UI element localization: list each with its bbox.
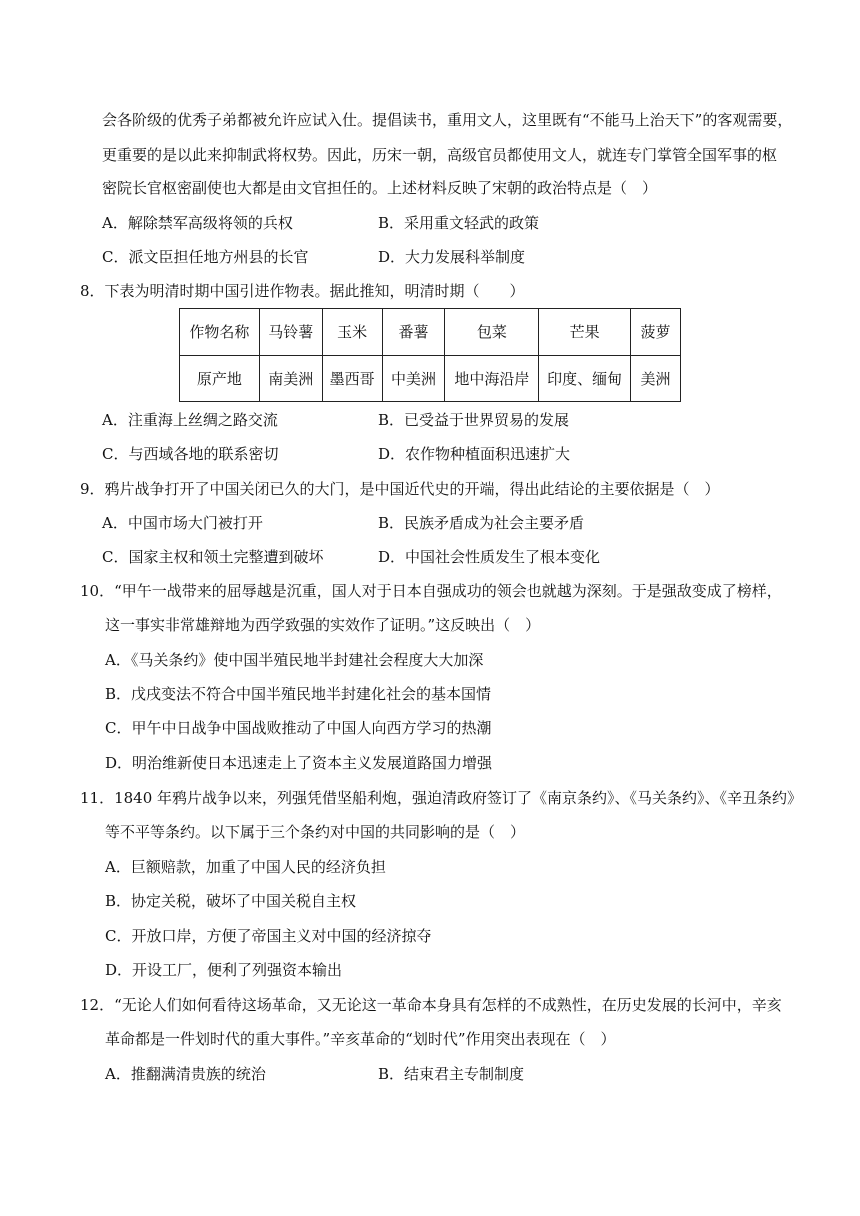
table-cell: 马铃薯 — [259, 309, 322, 356]
q11-option-b[interactable]: B．协定关税，破坏了中国关税自主权 — [105, 892, 357, 910]
crop-table-row-origins — [180, 355, 681, 402]
q10-option-c[interactable]: C．甲午中日战争中国战败推动了中国人向西方学习的热潮 — [105, 719, 492, 737]
q12-line-2: 革命都是一件划时代的重大事件。”辛亥革命的“划时代”作用突出表现在（ ） — [105, 1030, 616, 1048]
q11-option-d[interactable]: D．开设工厂，便利了列强资本输出 — [105, 961, 343, 979]
q7-option-c[interactable]: C．派文臣担任地方州县的长官 — [102, 248, 309, 266]
table-cell: 地中海沿岸 — [445, 355, 539, 402]
crop-table-row-names — [180, 309, 681, 356]
q12-option-a[interactable]: A．推翻满清贵族的统治 — [105, 1065, 266, 1083]
q7-option-b[interactable]: B．采用重文轻武的政策 — [378, 214, 540, 232]
q10-line-2: 这一事实非常雄辩地为西学致强的实效作了证明。”这反映出（ ） — [105, 616, 541, 634]
q8-option-d[interactable]: D．农作物种植面积迅速扩大 — [378, 445, 571, 463]
q12-option-b[interactable]: B．结束君主专制制度 — [378, 1065, 525, 1083]
q8-stem: 8．下表为明清时期中国引进作物表。据此推知，明清时期（ ） — [80, 282, 525, 300]
q9-option-c[interactable]: C．国家主权和领土完整遭到破坏 — [102, 548, 324, 566]
table-cell: 印度、缅甸 — [539, 355, 631, 402]
table-cell: 包菜 — [445, 309, 539, 356]
q11-line-2: 等不平等条约。以下属于三个条约对中国的共同影响的是（ ） — [105, 823, 526, 841]
q8-option-a[interactable]: A．注重海上丝绸之路交流 — [102, 411, 278, 429]
q9-stem: 9．鸦片战争打开了中国关闭已久的大门，是中国近代史的开端，得出此结论的主要依据是（ ） — [80, 480, 720, 498]
q7-option-a[interactable]: A．解除禁军高级将领的兵权 — [102, 214, 293, 232]
q9-option-a[interactable]: A．中国市场大门被打开 — [102, 514, 263, 532]
table-cell: 中美洲 — [382, 355, 445, 402]
q11-line-1: 11．1840 年鸦片战争以来，列强凭借坚船利炮，强迫清政府签订了《南京条约》、《马关条约》、《辛丑条约》 — [80, 789, 803, 807]
q8-option-c[interactable]: C．与西域各地的联系密切 — [102, 445, 279, 463]
table-cell: 南美洲 — [259, 355, 322, 402]
q7-line-3: 密院长官枢密副使也大都是由文官担任的。上述材料反映了宋朝的政治特点是（ ） — [102, 179, 658, 197]
table-cell: 美洲 — [631, 355, 681, 402]
q12-line-1: 12．“无论人们如何看待这场革命，又无论这一革命本身具有怎样的不成熟性，在历史发展的长河中，辛亥 — [80, 996, 782, 1014]
q10-option-b[interactable]: B．戊戌变法不符合中国半殖民地半封建化社会的基本国情 — [105, 685, 492, 703]
table-cell: 原产地 — [180, 355, 260, 402]
q11-option-a[interactable]: A．巨额赔款，加重了中国人民的经济负担 — [105, 858, 386, 876]
q7-line-2: 更重要的是以此来抑制武将权势。因此，历宋一朝，高级官员都使用文人，就连专门掌管全国军事的枢 — [102, 146, 778, 164]
q7-line-1: 会各阶级的优秀子弟都被允许应试入仕。提倡读书，重用文人，这里既有“不能马上治天下”的客观需要， — [102, 111, 793, 129]
table-cell: 墨西哥 — [322, 355, 382, 402]
table-cell: 芒果 — [539, 309, 631, 356]
q10-line-1: 10．“甲午一战带来的屈辱越是沉重，国人对于日本自强成功的领会也就越为深刻。于是强敌变成了榜样， — [80, 582, 782, 600]
q11-option-c[interactable]: C．开放口岸，方便了帝国主义对中国的经济掠夺 — [105, 927, 432, 945]
table-cell: 作物名称 — [180, 309, 260, 356]
table-cell: 番薯 — [382, 309, 445, 356]
q8-option-b[interactable]: B．已受益于世界贸易的发展 — [378, 411, 570, 429]
q10-option-a[interactable]: A．《马关条约》使中国半殖民地半封建社会程度大大加深 — [105, 651, 484, 669]
table-cell: 玉米 — [322, 309, 382, 356]
q9-option-d[interactable]: D．中国社会性质发生了根本变化 — [378, 548, 601, 566]
q10-option-d[interactable]: D．明治维新使日本迅速走上了资本主义发展道路国力增强 — [105, 754, 493, 772]
q9-option-b[interactable]: B．民族矛盾成为社会主要矛盾 — [378, 514, 585, 532]
table-cell: 菠萝 — [631, 309, 681, 356]
q7-option-d[interactable]: D．大力发展科举制度 — [378, 248, 526, 266]
crop-table — [179, 308, 681, 402]
